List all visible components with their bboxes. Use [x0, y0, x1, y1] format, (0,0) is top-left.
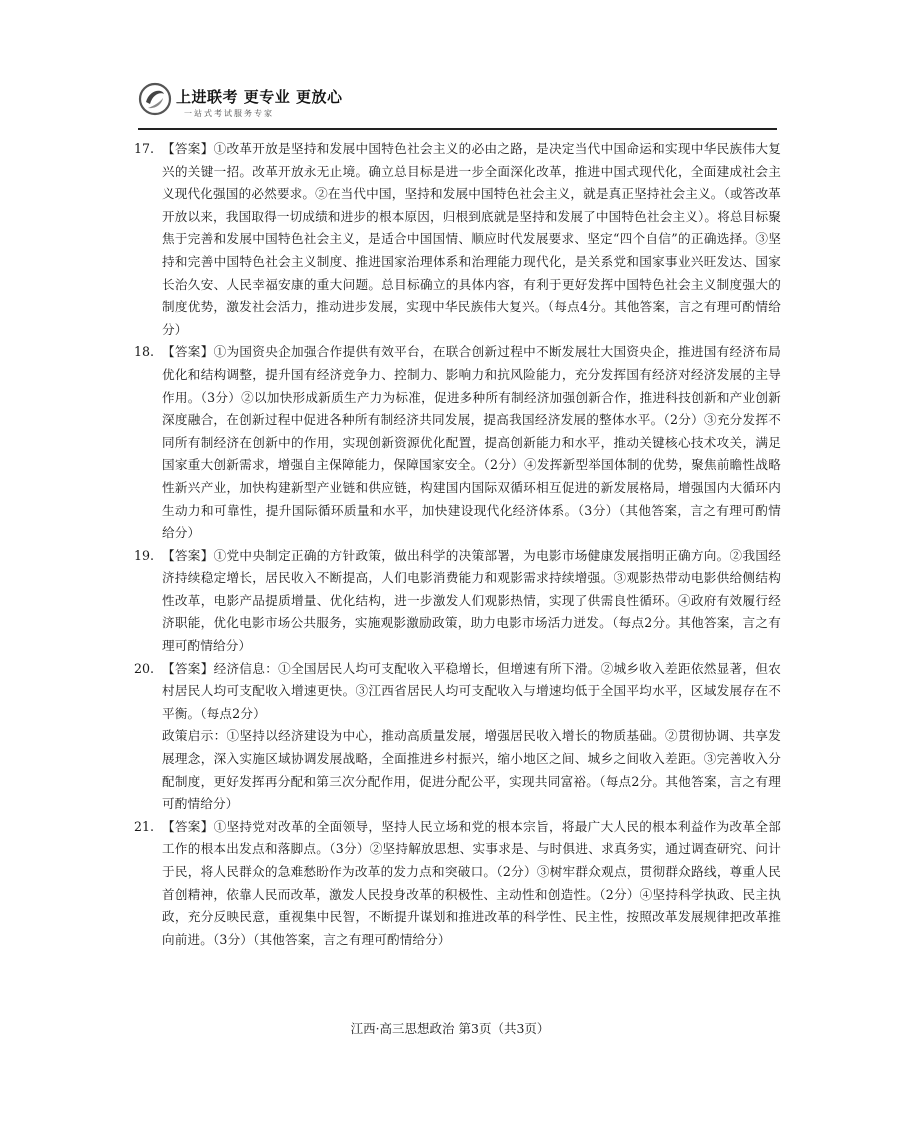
answer-item-20 [134, 658, 781, 816]
answer-list [134, 138, 781, 951]
answer-item-17 [134, 138, 781, 341]
exam-logo-icon [138, 82, 172, 116]
question-number: 19. [134, 547, 155, 563]
answer-item-18 [134, 341, 781, 544]
answer-item-19 [134, 545, 781, 658]
answer-text: 【答案】①坚持党对改革的全面领导，坚持人民立场和党的根本宗旨，将最广大人民的根本利益作为改革全部工作的根本出发点和落脚点。（3分）②坚持解放思想、实事求是、与时俱进、求真务实，通过调查研究、问计于民，将人民群众的急难愁盼作为改革的发力点和突破口。（2分）③树牢群众观点，贯彻群众路线，尊重人民首创精神，依靠人民而改革，激发人民投身改革的积极性、主动性和创造性。（2分）④坚持科学执政、民主执政，充分反映民意，重视集中民智，不断提升谋划和推进改革的科学性、民主性，按照改革发展规律把改革推向前进。（3分）（其他答案，言之有理可酌情给分） [162, 818, 781, 947]
question-number: 21. [134, 818, 155, 834]
answer-item-21 [134, 816, 781, 952]
page-footer: 江西·高三思想政治 第3页（共3页） [350, 1021, 550, 1036]
answer-text: 【答案】①改革开放是坚持和发展中国特色社会主义的必由之路，是决定当代中国命运和实现中华民族伟大复兴的关键一招。改革开放永无止境。确立总目标是进一步全面深化改革，推进中国式现代化，全面建成社会主义现代化强国的必然要求。②在当代中国，坚持和发展中国特色社会主义，就是真正坚持社会主义。（或答改革开放以来，我国取得一切成绩和进步的根本原因，归根到底就是坚持和发展了中国特色社会主义）。将总目标聚焦于完善和发展中国特色社会主义，是适合中国国情、顺应时代发展要求、坚定“四个自信”的正确选择。③坚持和完善中国特色社会主义制度、推进国家治理体系和治理能力现代化，是关系党和国家事业兴旺发达、国家长治久安、人民幸福安康的重大问题。总目标确立的具体内容，有利于更好发挥中国特色社会主义制度强大的制度优势，激发社会活力，推动进步发展，实现中华民族伟大复兴。（每点4分。其他答案，言之有理可酌情给分） [162, 141, 781, 337]
question-number: 20. [134, 660, 155, 676]
question-number: 17. [134, 141, 155, 156]
question-number: 18. [134, 344, 155, 360]
header-divider [138, 128, 777, 130]
answer-text: 【答案】①党中央制定正确的方针政策，做出科学的决策部署，为电影市场健康发展指明正确方向。②我国经济持续稳定增长，居民收入不断提高，人们电影消费能力和观影需求持续增强。③观影热带动电影供给侧结构性改革，电影产品提质增量、优化结构，进一步激发人们观影热情，实现了供需良性循环。④政府有效履行经济职能，优化电影市场公共服务，实施观影激励政策，助力电影市场活力迸发。（每点2分。其他答案，言之有理可酌情给分） [162, 547, 781, 654]
brand-subtitle: 一站式考试服务专家 [184, 109, 274, 118]
brand-slogan: 上进联考 更专业 更放心 [176, 88, 343, 106]
answer-text: 【答案】①为国资央企加强合作提供有效平台，在联合创新过程中不断发展壮大国资央企，推进国有经济布局优化和结构调整，提升国有经济竞争力、控制力、影响力和抗风险能力，充分发挥国有经济对经济发展的主导作用。（3分）②以加快形成新质生产力为标准，促进多种所有制经济加强创新合作，推进科技创新和产业创新深度融合，在创新过程中促进各种所有制经济共同发展，提高我国经济发展的整体水平。（2分）③充分发挥不同所有制经济在创新中的作用，实现创新资源优化配置，提高创新能力和水平，推动关键核心技术攻关，满足国家重大创新需求，增强自主保障能力，保障国家安全。（2分）④发挥新型举国体制的优势，聚焦前瞻性战略性新兴产业，加快构建新型产业链和供应链，构建国内国际双循环相互促进的新发展格局，增强国内大循环内生动力和可靠性，提升国际循环质量和水平，加快建设现代化经济体系。（3分）（其他答案，言之有理可酌情给分） [162, 344, 781, 541]
page-header [138, 82, 778, 126]
answer-text-policy: 政策启示：①坚持以经济建设为中心，推动高质量发展，增强居民收入增长的物质基础。②贯彻协调、共享发展理念，深入实施区域协调发展战略，全面推进乡村振兴，缩小地区之间、城乡之间收入差距。③完善收入分配制度，更好发挥再分配和第三次分配作用，促进分配公平，实现共同富裕。（每点2分。其他答案，言之有理可酌情给分） [162, 728, 781, 812]
answer-text-economic-info: 【答案】经济信息：①全国居民人均可支配收入平稳增长，但增速有所下滑。②城乡收入差距依然显著，但农村居民人均可支配收入增速更快。③江西省居民人均可支配收入与增速均低于全国平均水平，区域发展存在不平衡。（每点2分） [162, 660, 781, 721]
